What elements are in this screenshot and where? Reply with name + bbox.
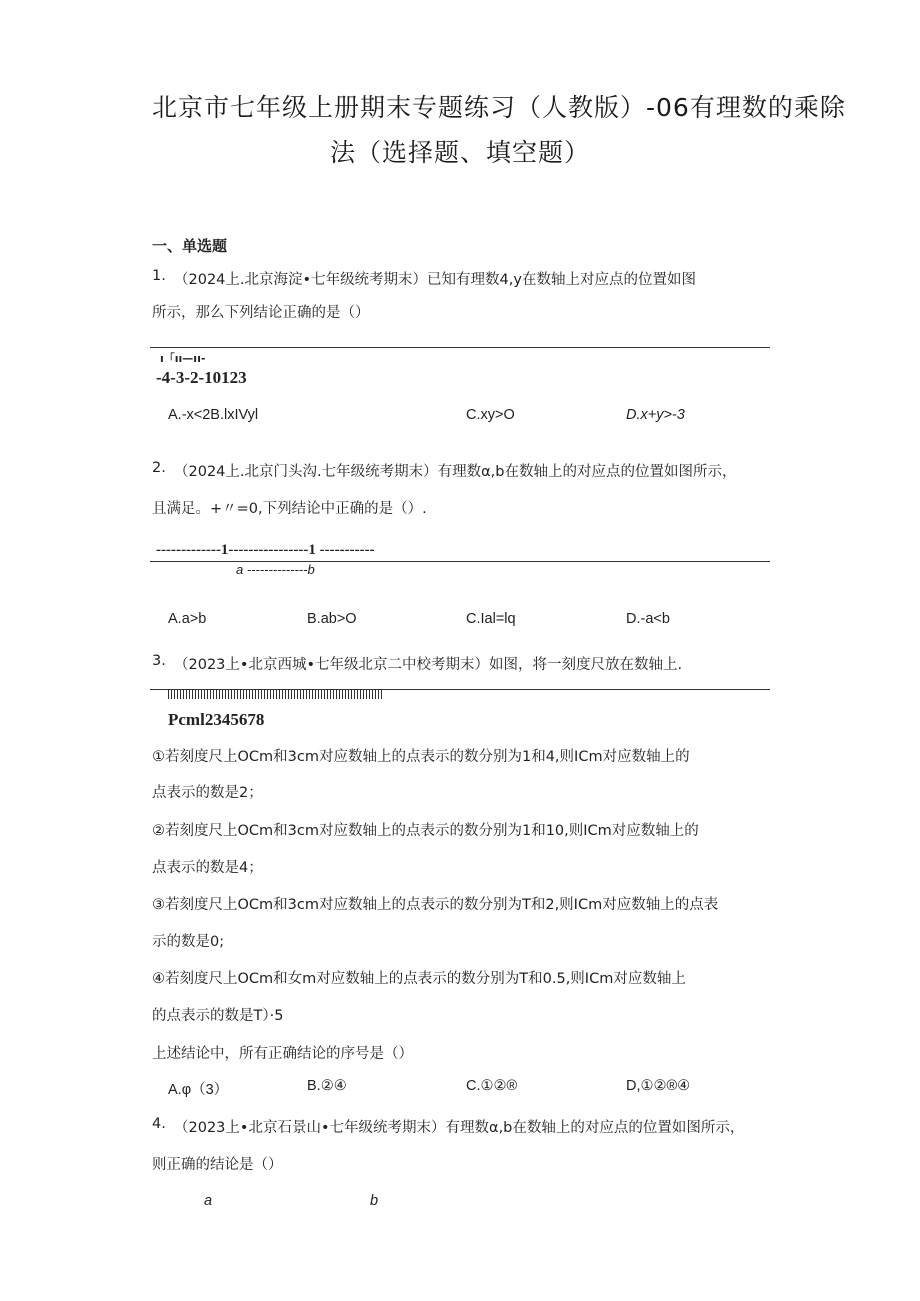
q2-axis-dashes: -------------1----------------1 ----------- xyxy=(156,542,375,558)
q2-text-line2: 且满足。+〃=0,下列结论中正确的是（）. xyxy=(152,501,427,517)
q3-option-b[interactable]: B.②④ xyxy=(307,1078,347,1094)
q4-label-b: b xyxy=(370,1193,379,1209)
q2-option-d[interactable]: D.-a<b xyxy=(626,611,670,627)
q3-statement2-line2: 点表示的数是4； xyxy=(152,860,263,876)
q2-text-line1: （2024上.北京门头沟.七年级统考期末）有理数α,b在数轴上的对应点的位置如图所示， xyxy=(174,464,737,480)
q1-option-d[interactable]: D.x+y>-3 xyxy=(626,407,685,423)
q3-option-c[interactable]: C.①②® xyxy=(466,1078,518,1094)
q3-option-d[interactable]: D,①②®④ xyxy=(626,1078,691,1094)
q3-question: 上述结论中，所有正确结论的序号是（） xyxy=(152,1046,413,1062)
q3-statement3-line2: 示的数是0; xyxy=(152,934,225,950)
q2-option-a[interactable]: A.a>b xyxy=(168,611,207,627)
q3-ruler-numbers: Pcml2345678 xyxy=(168,710,265,729)
q3-number-line xyxy=(150,689,770,690)
q1-axis-marks: ı「ıı—ıı- xyxy=(160,352,206,365)
q4-text-line2: 则正确的结论是（） xyxy=(152,1157,283,1173)
q3-statement3-line1: ③若刻度尺上OCm和3cm对应数轴上的点表示的数分别为T和2,则ICm对应数轴上的点表 xyxy=(152,897,719,913)
q4-text-line1: （2023上•北京石景山•七年级统考期末）有理数α,b在数轴上的对应点的位置如图所示， xyxy=(174,1120,745,1136)
q3-statement1-line1: ①若刻度尺上OCm和3cm对应数轴上的点表示的数分别为1和4,则ICm对应数轴上的 xyxy=(152,749,690,765)
q3-number: 3. xyxy=(152,653,166,669)
page-title-line1: 北京市七年级上册期末专题练习（人教版）-06有理数的乘除 xyxy=(152,93,846,122)
q1-number: 1. xyxy=(152,268,166,284)
q3-text-line1: （2023上•北京西城•七年级北京二中校考期末）如图，将一刻度尺放在数轴上. xyxy=(174,657,683,673)
q2-option-c[interactable]: C.Ial=lq xyxy=(466,611,516,627)
q1-option-c[interactable]: C.xy>O xyxy=(466,407,515,423)
q3-statement1-line2: 点表示的数是2； xyxy=(152,785,263,801)
q1-axis-numbers: -4-3-2-10123 xyxy=(156,368,247,387)
section-heading: 一、单选题 xyxy=(152,237,228,255)
q3-option-a[interactable]: A.φ（3） xyxy=(168,1082,229,1098)
q4-number: 4. xyxy=(152,1116,166,1132)
q4-label-a: a xyxy=(204,1193,213,1209)
q3-statement4-line2: 的点表示的数是T）·5 xyxy=(152,1008,284,1024)
q1-text-line1: （2024上.北京海淀•七年级统考期末）已知有理数4,y在数轴上对应点的位置如图 xyxy=(174,272,696,288)
q1-option-ab[interactable]: A.-x<2B.lxIVyl xyxy=(168,407,259,423)
q1-text-line2: 所示，那么下列结论正确的是（） xyxy=(152,305,370,321)
q3-statement2-line1: ②若刻度尺上OCm和3cm对应数轴上的点表示的数分别为1和10,则ICm对应数轴上的 xyxy=(152,823,699,839)
q2-number: 2. xyxy=(152,460,166,476)
page-title-line2: 法（选择题、填空题） xyxy=(330,138,591,167)
q3-statement4-line1: ④若刻度尺上OCm和女m对应数轴上的点表示的数分别为T和0.5,则ICm对应数轴上 xyxy=(152,971,686,987)
q3-ruler-ticks xyxy=(168,690,382,699)
q2-axis-labels: a --------------b xyxy=(236,562,315,577)
q2-option-b[interactable]: B.ab>O xyxy=(307,611,357,627)
q1-number-line xyxy=(150,347,770,348)
